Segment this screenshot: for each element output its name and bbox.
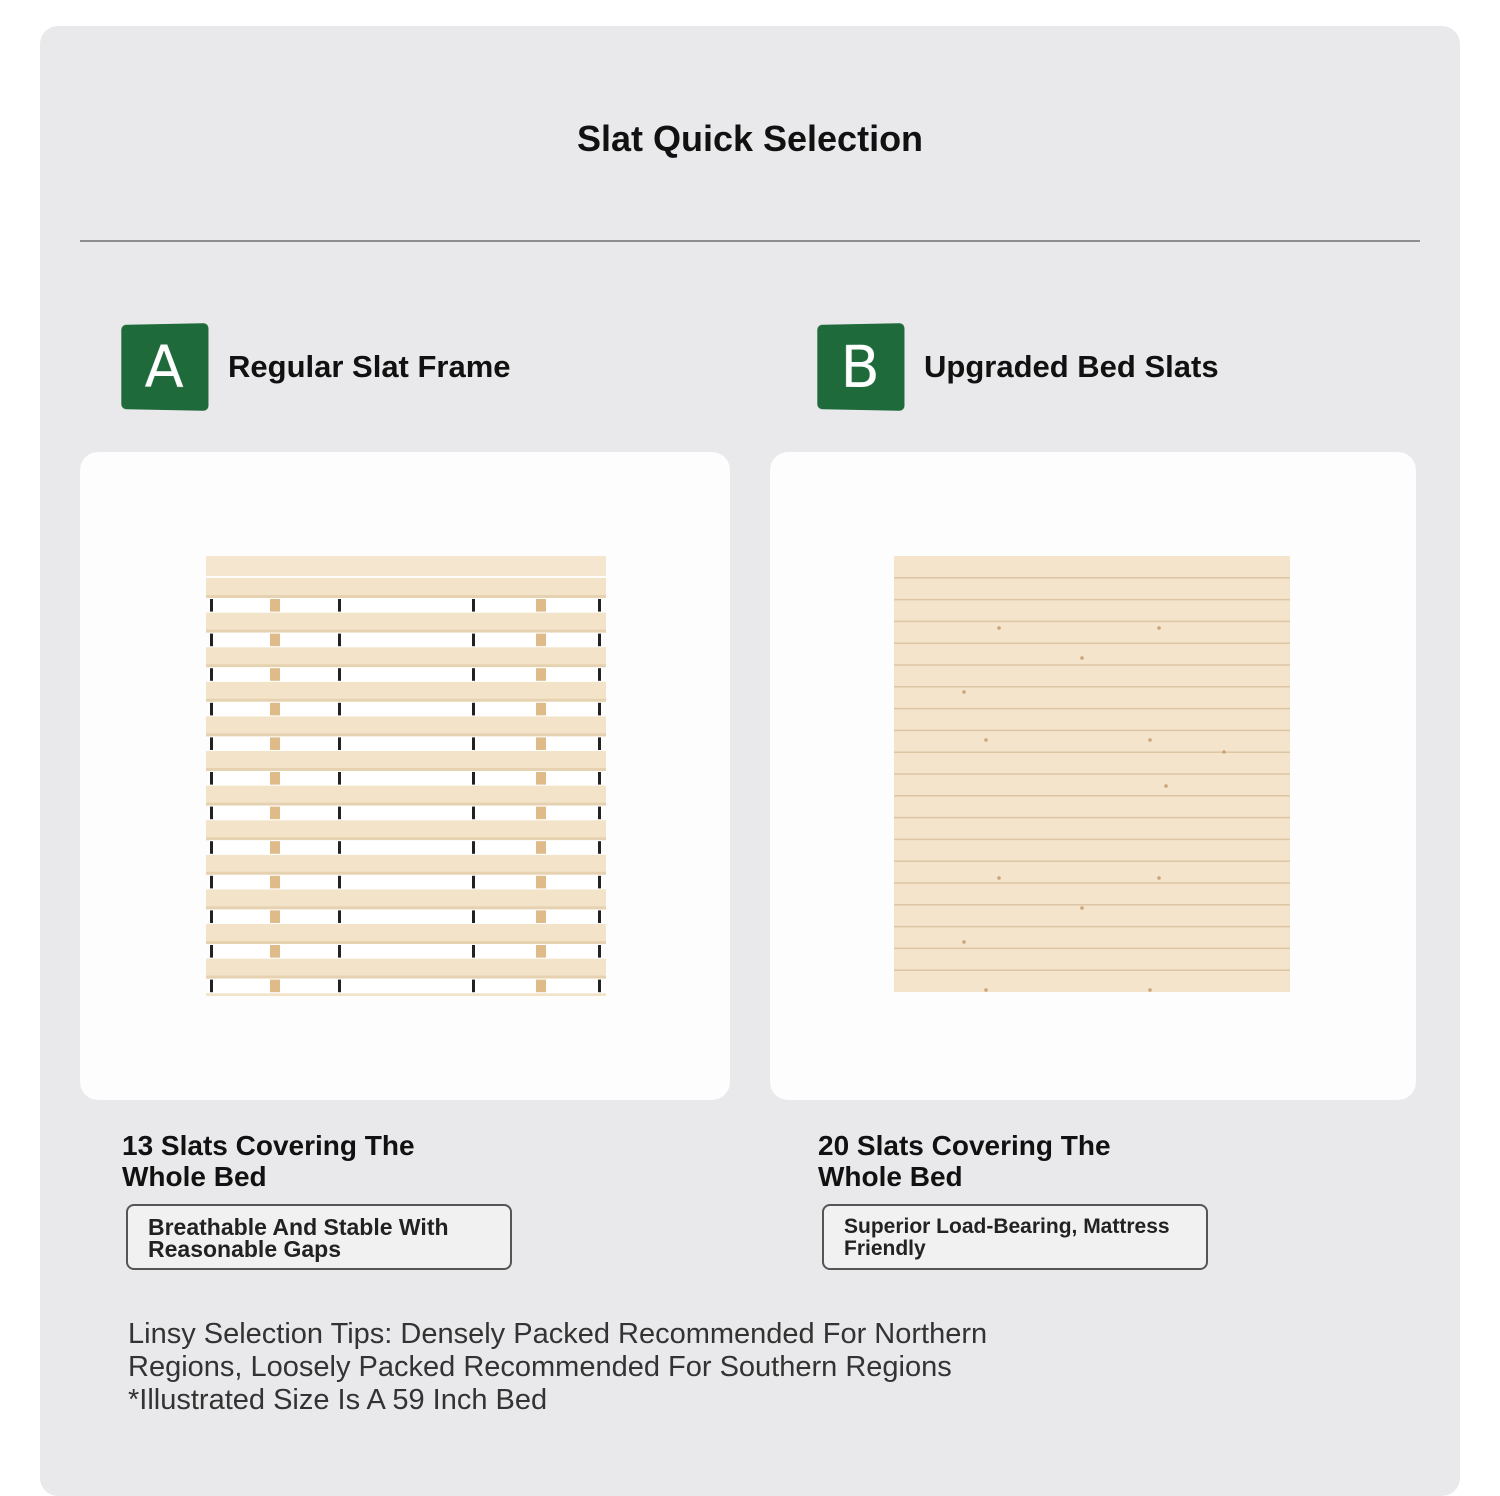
support-peg: [270, 737, 280, 750]
option-a-feature-tag: Breathable And Stable With Reasonable Gaps: [126, 1204, 512, 1270]
slat-shadow: [206, 837, 606, 840]
option-a-title: Regular Slat Frame: [228, 349, 511, 384]
wood-knot: [1157, 626, 1161, 630]
support-peg: [210, 634, 213, 647]
support-peg: [536, 703, 546, 716]
support-peg: [210, 945, 213, 958]
support-peg: [598, 703, 601, 716]
support-peg: [472, 737, 475, 750]
support-peg: [338, 668, 341, 681]
slat: [206, 682, 606, 702]
support-peg: [598, 807, 601, 820]
slat-shadow: [206, 941, 606, 944]
slat: [206, 786, 606, 806]
wood-knot: [1157, 876, 1161, 880]
support-peg: [210, 668, 213, 681]
wood-knot: [1080, 906, 1084, 910]
support-peg: [598, 876, 601, 889]
slat-shadow: [206, 733, 606, 736]
support-peg: [270, 634, 280, 647]
option-b-title: Upgraded Bed Slats: [924, 349, 1219, 384]
support-peg: [472, 703, 475, 716]
option-a-header: [120, 324, 511, 410]
title-divider: [80, 240, 1420, 242]
slat-shadow: [206, 630, 606, 633]
support-peg: [598, 737, 601, 750]
slat: [206, 959, 606, 979]
support-peg: [598, 980, 601, 993]
support-peg: [598, 910, 601, 923]
support-peg: [472, 910, 475, 923]
support-peg: [536, 910, 546, 923]
support-peg: [536, 668, 546, 681]
support-peg: [598, 841, 601, 854]
option-a-caption: 13 Slats Covering The Whole Bed: [122, 1130, 415, 1192]
support-peg: [270, 599, 280, 612]
slat-shadow: [206, 906, 606, 909]
support-peg: [536, 634, 546, 647]
wood-knot: [997, 876, 1001, 880]
support-peg: [270, 841, 280, 854]
slat-shadow: [206, 664, 606, 667]
option-b-badge: B: [817, 323, 904, 411]
wood-knot: [1080, 656, 1084, 660]
slat-shadow: [206, 699, 606, 702]
support-peg: [270, 772, 280, 785]
wood-knot: [962, 940, 966, 944]
support-peg: [338, 634, 341, 647]
slat: [206, 613, 606, 633]
support-peg: [472, 980, 475, 993]
gapped-slat-frame-image: [206, 556, 606, 996]
support-peg: [536, 980, 546, 993]
support-peg: [472, 807, 475, 820]
support-peg: [536, 737, 546, 750]
slat-shadow: [206, 595, 606, 598]
support-peg: [338, 807, 341, 820]
support-peg: [338, 841, 341, 854]
support-peg: [472, 772, 475, 785]
support-peg: [338, 737, 341, 750]
slat: [206, 993, 606, 996]
support-peg: [472, 634, 475, 647]
support-peg: [472, 945, 475, 958]
wood-knot: [997, 626, 1001, 630]
support-peg: [270, 703, 280, 716]
support-peg: [536, 599, 546, 612]
support-peg: [210, 910, 213, 923]
wood-knot: [962, 690, 966, 694]
support-peg: [210, 980, 213, 993]
support-peg: [338, 703, 341, 716]
support-peg: [338, 980, 341, 993]
support-peg: [270, 980, 280, 993]
wood-knot: [984, 988, 988, 992]
support-peg: [338, 772, 341, 785]
support-peg: [210, 599, 213, 612]
wood-knot: [1148, 738, 1152, 742]
support-peg: [598, 772, 601, 785]
support-peg: [210, 772, 213, 785]
support-peg: [536, 876, 546, 889]
dense-slat-board-image: [894, 556, 1294, 996]
slat-shadow: [206, 768, 606, 771]
support-peg: [270, 945, 280, 958]
support-peg: [270, 876, 280, 889]
support-peg: [338, 599, 341, 612]
support-peg: [210, 841, 213, 854]
support-peg: [338, 945, 341, 958]
option-a-badge: A: [121, 323, 208, 411]
slat-shadow: [206, 872, 606, 875]
support-peg: [536, 807, 546, 820]
support-peg: [270, 910, 280, 923]
support-peg: [472, 668, 475, 681]
support-peg: [270, 807, 280, 820]
wood-knot: [1222, 750, 1226, 754]
support-peg: [472, 599, 475, 612]
wood-knot: [1164, 784, 1168, 788]
support-peg: [472, 841, 475, 854]
support-peg: [270, 668, 280, 681]
option-a-card: [80, 452, 730, 1100]
support-peg: [338, 876, 341, 889]
support-peg: [210, 737, 213, 750]
slat-shadow: [206, 803, 606, 806]
support-peg: [210, 876, 213, 889]
support-peg: [536, 772, 546, 785]
selection-tips: Linsy Selection Tips: Densely Packed Recommended For Northern Regions, Loosely Packed Recommended For Southern Regions *Illustrated Size Is A 59 Inch Bed: [128, 1318, 988, 1416]
option-b-header: [816, 324, 1219, 410]
frame-top: [206, 556, 606, 576]
support-peg: [536, 841, 546, 854]
support-peg: [210, 703, 213, 716]
support-peg: [598, 634, 601, 647]
support-peg: [598, 668, 601, 681]
support-peg: [536, 945, 546, 958]
support-peg: [338, 910, 341, 923]
support-peg: [598, 599, 601, 612]
slat-shadow: [206, 976, 606, 979]
option-b-caption: 20 Slats Covering The Whole Bed: [818, 1130, 1111, 1192]
wood-knot: [984, 738, 988, 742]
page-title: Slat Quick Selection: [576, 118, 924, 159]
option-b-card: [770, 452, 1416, 1100]
wood-knot: [1148, 988, 1152, 992]
support-peg: [210, 807, 213, 820]
support-peg: [598, 945, 601, 958]
option-b-feature-tag: Superior Load-Bearing, Mattress Friendly: [822, 1204, 1208, 1270]
support-peg: [472, 876, 475, 889]
